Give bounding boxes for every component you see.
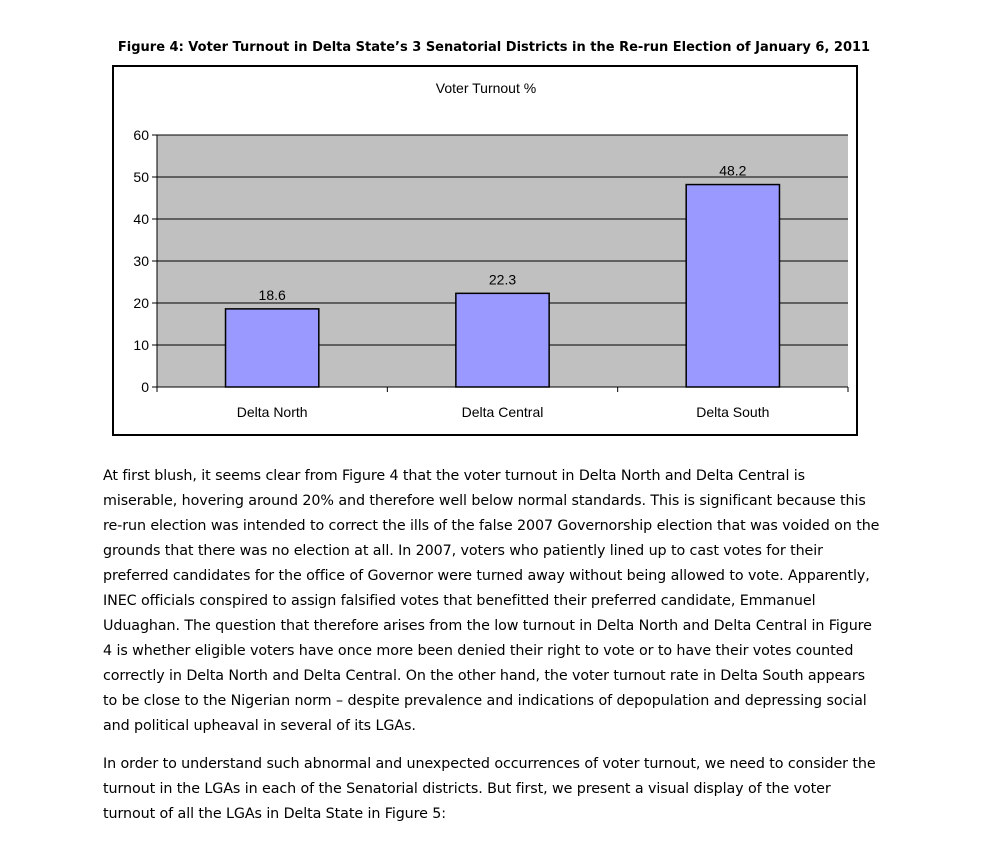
data-label: 22.3: [488, 271, 517, 288]
category-label: Delta Central: [461, 404, 544, 420]
y-tick-label: 20: [133, 295, 149, 311]
bar: [456, 293, 549, 387]
y-tick-label: 40: [133, 211, 149, 227]
data-label: 48.2: [719, 162, 747, 179]
data-label: 18.6: [258, 286, 286, 303]
y-tick-label: 10: [133, 337, 149, 353]
bar: [226, 309, 319, 387]
figure-caption: Figure 4: Voter Turnout in Delta State’s 3 Senatorial Districts in the Re-run Election of January 6, 2011: [117, 40, 871, 55]
paragraph-1: At first blush, it seems clear from Figure 4 that the voter turnout in Delta North and Delta Central is miserable, hovering around 20% and therefore well below normal standards. This is significant because this re-run election was intended to correct the ills of the false 2007 Governorship election that was voided on the grounds that there was no election at all. In 2007, voters who patiently lined up to cast votes for their preferred candidates for the office of Governor were turned away without being allowed to vote. Apparently, INEC officials conspired to assign falsified votes that benefitted their preferred candidate, Emmanuel Uduaghan. The question that therefore arises from the low turnout in Delta North and Delta Central in Figure 4 is whether eligible voters have once more been denied their right to vote or to have their votes counted correctly in Delta North and Delta Central. On the other hand, the voter turnout rate in Delta South appears to be close to the Nigerian norm – despite prevalence and indications of depopulation and depressing social and political upheaval in several of its LGAs.: [103, 468, 880, 734]
chart-title: Voter Turnout %: [435, 80, 537, 96]
category-label: Delta South: [696, 404, 770, 420]
category-label: Delta North: [236, 404, 308, 420]
body-text: [103, 464, 883, 827]
bar-chart: [112, 65, 858, 436]
y-tick-label: 50: [133, 169, 149, 185]
bar: [686, 185, 779, 387]
y-tick-label: 0: [141, 379, 149, 395]
y-tick-label: 60: [133, 127, 149, 143]
y-tick-label: 30: [133, 253, 149, 269]
chart-svg: [114, 67, 856, 434]
paragraph-2: In order to understand such abnormal and unexpected occurrences of voter turnout, we need to consider the turnout in the LGAs in each of the Senatorial districts. But first, we present a visual display of the voter turnout of all the LGAs in Delta State in Figure 5:: [103, 756, 876, 822]
